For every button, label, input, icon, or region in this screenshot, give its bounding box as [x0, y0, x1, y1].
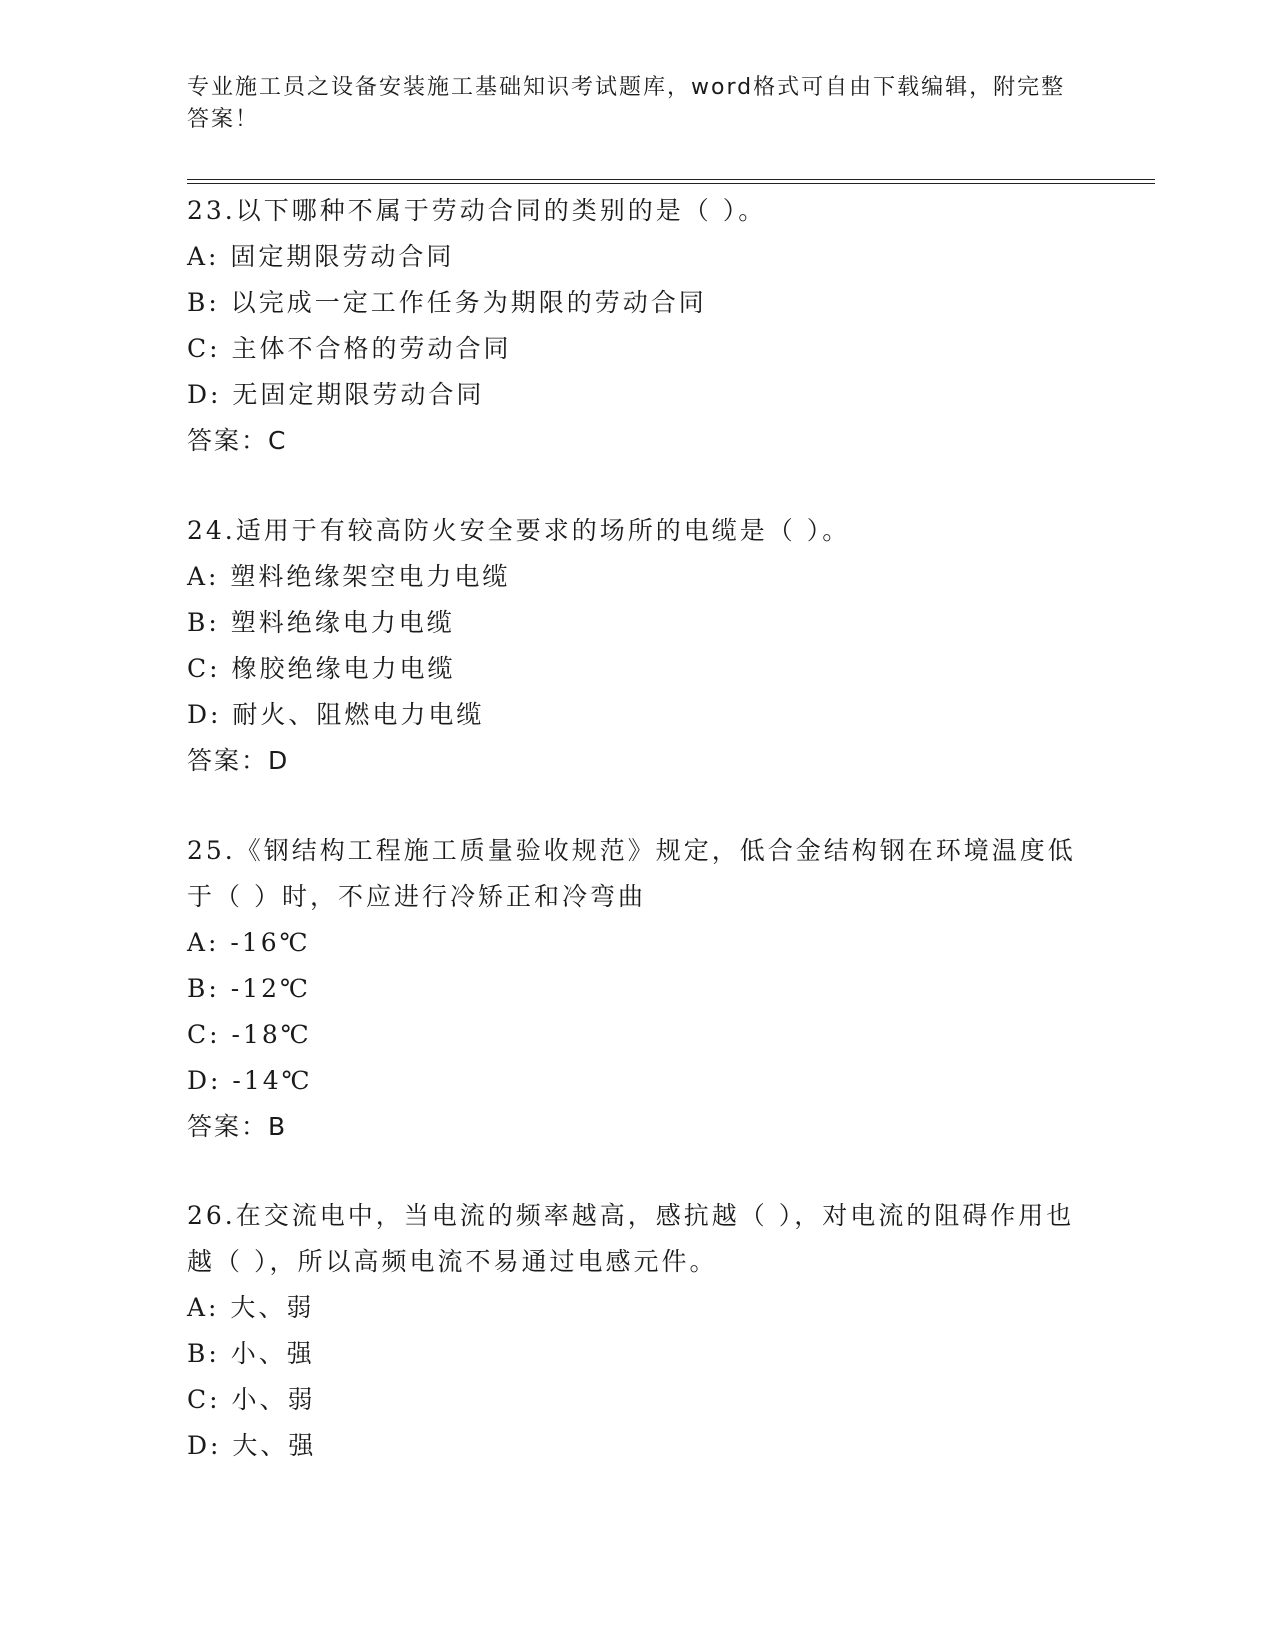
option-a: A: 大、弱: [187, 1293, 315, 1322]
question-stem: 26.在交流电中，当电流的频率越高，感抗越（ ），对电流的阻碍作用也越（ ），所以高频电流不易通过电感元件。: [187, 1201, 1075, 1276]
option-b: B: 塑料绝缘电力电缆: [187, 608, 455, 637]
question-25: [187, 828, 1087, 1150]
question-stem: 24.适用于有较高防火安全要求的场所的电缆是（ ）。: [187, 516, 851, 545]
question-24: [187, 508, 1087, 784]
option-c: C: 主体不合格的劳动合同: [187, 334, 512, 363]
question-23: [187, 188, 1087, 464]
option-d: D: 无固定期限劳动合同: [187, 380, 485, 409]
question-26: [187, 1193, 1087, 1469]
option-c: C: 橡胶绝缘电力电缆: [187, 654, 456, 683]
option-b: B: 小、强: [187, 1339, 315, 1368]
option-a: A: -16℃: [187, 928, 311, 957]
option-d: D: -14℃: [187, 1066, 313, 1095]
option-a: A: 塑料绝缘架空电力电缆: [187, 562, 511, 591]
header-divider-bottom: [187, 183, 1155, 184]
question-stem: 25.《钢结构工程施工质量验收规范》规定，低合金结构钢在环境温度低于（ ）时，不应进行冷矫正和冷弯曲: [187, 836, 1076, 911]
option-c: C: -18℃: [187, 1020, 312, 1049]
option-b: B: -12℃: [187, 974, 311, 1003]
option-a: A: 固定期限劳动合同: [187, 242, 455, 271]
option-b: B: 以完成一定工作任务为期限的劳动合同: [187, 288, 707, 317]
document-header: 专业施工员之设备安装施工基础知识考试题库，word格式可自由下载编辑，附完整答案！: [187, 75, 1066, 132]
option-d: D: 大、强: [187, 1431, 317, 1460]
answer: 答案：C: [187, 426, 288, 455]
answer: 答案：B: [187, 1112, 288, 1141]
answer: 答案：D: [187, 746, 290, 775]
question-stem: 23.以下哪种不属于劳动合同的类别的是（ ）。: [187, 196, 767, 225]
option-c: C: 小、弱: [187, 1385, 316, 1414]
option-d: D: 耐火、阻燃电力电缆: [187, 700, 485, 729]
header-divider-top: [187, 179, 1155, 180]
